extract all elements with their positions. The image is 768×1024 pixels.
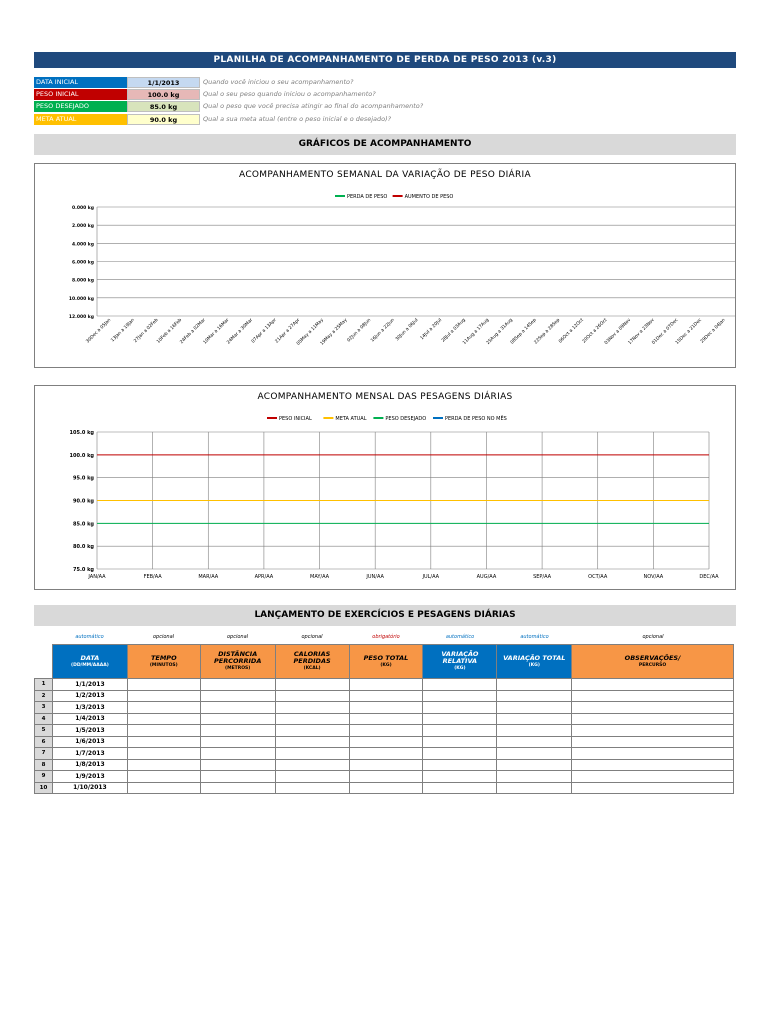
x-tick-label: 14Jul a 20Jul (419, 317, 444, 342)
x-tick-label: 17Nov a 23Nov (627, 317, 656, 346)
y-tick-label: 105.0 kg (69, 430, 94, 436)
table-row (35, 771, 734, 783)
entry-cell[interactable] (275, 759, 349, 771)
x-tick-label: 19May a 25May (319, 317, 349, 347)
x-tick-label: 05May a 11May (296, 317, 325, 347)
row-number: 4 (35, 713, 53, 725)
entry-cell[interactable] (572, 771, 734, 783)
x-tick-label: NOV/AA (643, 574, 664, 580)
x-tick-label: JUL/AA (422, 574, 440, 580)
column-note: automático (75, 634, 104, 640)
x-tick-label: OCT/AA (588, 574, 608, 580)
entry-cell[interactable] (275, 702, 349, 714)
column-header-label: DATA (80, 653, 100, 662)
entry-cell[interactable] (423, 782, 497, 794)
y-tick-label: 2.000 kg (71, 224, 94, 230)
entry-cell[interactable] (423, 748, 497, 760)
y-tick-label: 80.0 kg (73, 544, 94, 551)
y-tick-label: 6.000 kg (71, 260, 94, 266)
param-label: DATA INICIAL (34, 77, 127, 88)
entry-cell[interactable] (127, 725, 200, 737)
row-number: 3 (35, 702, 53, 714)
y-tick-label: 4.000 kg (71, 242, 94, 248)
entry-cell[interactable] (200, 702, 275, 714)
row-number: 10 (35, 782, 53, 794)
y-tick-label: 75.0 kg (73, 567, 94, 573)
x-tick-label: 30Dec a 05Jan (85, 317, 113, 345)
column-note: obrigatório (372, 634, 400, 640)
entry-cell[interactable] (127, 759, 200, 771)
date-cell: 1/4/2013 (52, 713, 127, 725)
entry-cell[interactable] (275, 713, 349, 725)
entry-cell[interactable] (200, 748, 275, 760)
y-tick-label: 12.000 kg (68, 315, 94, 320)
entry-cell[interactable] (423, 736, 497, 748)
x-tick-label: 24Mar a 30Mar (226, 317, 255, 346)
entry-cell[interactable] (572, 702, 734, 714)
entry-cell[interactable] (349, 736, 423, 748)
weekly-chart-title: ACOMPANHAMENTO SEMANAL DA VARIAÇÃO DE PESO DIÁRIA (239, 170, 531, 180)
x-tick-label: 10Mar a 16Mar (202, 317, 231, 346)
column-header (275, 645, 349, 679)
entry-cell[interactable] (127, 679, 200, 691)
column-header-unit: (KCAL) (303, 666, 321, 671)
x-tick-label: MAR/AA (198, 574, 219, 580)
entry-cell[interactable] (497, 702, 572, 714)
entry-cell[interactable] (572, 736, 734, 748)
row-number: 5 (35, 725, 53, 737)
entry-cell[interactable] (572, 748, 734, 760)
date-cell: 1/5/2013 (52, 725, 127, 737)
entry-cell[interactable] (423, 771, 497, 783)
param-value-input[interactable]: 1/1/2013 (127, 77, 200, 88)
x-tick-label: 21Apr a 27Apr (274, 317, 302, 345)
weekly-chart-plot (35, 164, 737, 369)
column-header-unit: (KG) (528, 662, 540, 668)
table-row (35, 725, 734, 737)
param-label: META ATUAL (34, 114, 127, 125)
x-tick-label: 29Dec a 04Jan (699, 317, 727, 345)
entry-cell[interactable] (200, 771, 275, 783)
monthly-chart-title: ACOMPANHAMENTO MENSAL DAS PESAGENS DIÁRIAS (257, 392, 513, 402)
entry-cell[interactable] (423, 759, 497, 771)
param-value-input[interactable]: 100.0 kg (127, 89, 200, 100)
entry-cell[interactable] (497, 713, 572, 725)
weekly-chart (34, 163, 736, 368)
entry-cell[interactable] (275, 736, 349, 748)
entry-cell[interactable] (349, 713, 423, 725)
entry-cell[interactable] (349, 748, 423, 760)
entry-cell[interactable] (200, 725, 275, 737)
entry-cell[interactable] (200, 759, 275, 771)
entry-cell[interactable] (200, 782, 275, 794)
x-tick-label: 08Sep a 14Sep (509, 317, 538, 346)
column-header-unit: PERCURSO (638, 662, 667, 668)
exercises-section-header: LANÇAMENTO DE EXERCÍCIOS E PESAGENS DIÁRIAS (34, 605, 736, 626)
x-tick-label: 01Dec a 07Dec (651, 317, 680, 346)
row-number: 7 (35, 748, 53, 760)
column-header-label: DISTÂNCIA PERCORRIDA (214, 650, 262, 665)
entry-cell[interactable] (349, 679, 423, 691)
column-header-unit: (MINUTOS) (149, 662, 178, 668)
entry-cell[interactable] (127, 702, 200, 714)
x-tick-label: 20Oct a 26Oct (581, 317, 609, 345)
legend-entry: META ATUAL (335, 416, 367, 422)
param-row (34, 114, 391, 125)
entry-cell[interactable] (200, 690, 275, 702)
entry-cell[interactable] (423, 713, 497, 725)
x-tick-label: FEB/AA (143, 574, 162, 580)
x-tick-label: APR/AA (254, 574, 274, 580)
entry-cell[interactable] (349, 702, 423, 714)
legend-entry: PERDA DE PESO (347, 194, 388, 200)
x-tick-label: 24Feb a 02Mar (179, 317, 207, 346)
entry-cell[interactable] (200, 679, 275, 691)
row-number: 9 (35, 771, 53, 783)
param-row (34, 89, 376, 100)
table-row (35, 748, 734, 760)
date-cell: 1/9/2013 (52, 771, 127, 783)
column-note: opcional (301, 634, 323, 640)
x-tick-label: AUG/AA (476, 574, 497, 580)
column-header-label: VARIAÇÃO RELATIVA (441, 650, 479, 665)
entry-cell[interactable] (349, 782, 423, 794)
x-tick-label: 03Nov a 09Nov (604, 317, 633, 346)
x-tick-label: 07Apr a 13Apr (251, 317, 278, 345)
column-header-label: PESO TOTAL (363, 653, 409, 662)
param-question: Qual o seu peso quando iniciou o acompanhamento? (203, 90, 376, 98)
entry-cell[interactable] (127, 782, 200, 794)
entry-cell[interactable] (497, 725, 572, 737)
date-cell: 1/10/2013 (52, 782, 127, 794)
column-header-label: TEMPO (150, 653, 177, 662)
table-row (35, 736, 734, 748)
x-tick-label: JAN/AA (88, 574, 106, 580)
entry-cell[interactable] (200, 736, 275, 748)
y-tick-label: 95.0 kg (73, 475, 94, 482)
param-value-input[interactable]: 85.0 kg (127, 101, 200, 112)
x-tick-label: 02Jun a 08Jun (346, 317, 373, 344)
param-row (34, 101, 423, 112)
entry-cell[interactable] (423, 702, 497, 714)
y-tick-label: 85.0 kg (73, 521, 94, 528)
entry-cell[interactable] (349, 759, 423, 771)
sheet-title: PLANILHA DE ACOMPANHAMENTO DE PERDA DE PESO 2013 (v.3) (34, 52, 736, 68)
y-tick-label: 100.0 kg (69, 452, 94, 459)
column-header-label: VARIAÇÃO TOTAL (503, 653, 566, 662)
date-cell: 1/1/2013 (52, 679, 127, 691)
column-header-unit: (METROS) (225, 666, 251, 671)
column-note: automático (520, 634, 549, 640)
table-row (35, 702, 734, 714)
entry-cell[interactable] (497, 736, 572, 748)
entry-cell[interactable] (572, 679, 734, 691)
entry-cell[interactable] (572, 690, 734, 702)
entry-cell[interactable] (497, 748, 572, 760)
exercise-table (34, 644, 734, 794)
row-number: 6 (35, 736, 53, 748)
legend-entry: AUMENTO DE PESO (404, 194, 454, 200)
column-header (200, 645, 275, 679)
x-tick-label: 11Aug a 17Aug (462, 317, 491, 346)
column-header-label: CALORIAS PERDIDAS (293, 650, 331, 665)
row-number: 2 (35, 690, 53, 702)
column-header (572, 645, 734, 679)
legend-entry: PESO DESEJADO (385, 416, 427, 422)
x-tick-label: 15Dec a 21Dec (675, 317, 703, 346)
x-tick-label: 06Oct a 12Oct (558, 317, 585, 345)
y-tick-label: 10.000 kg (68, 296, 94, 302)
row-number: 8 (35, 759, 53, 771)
column-header (127, 645, 200, 679)
column-header-unit: (DD/MM/AAAA) (71, 662, 109, 668)
entry-cell[interactable] (423, 690, 497, 702)
entry-cell[interactable] (497, 679, 572, 691)
monthly-chart (34, 385, 736, 590)
date-cell: 1/2/2013 (52, 690, 127, 702)
param-question: Quando você iniciou o seu acompanhamento? (203, 78, 354, 86)
param-row (34, 77, 353, 88)
column-note: automático (445, 634, 475, 640)
table-row (35, 713, 734, 725)
x-tick-label: JUN/AA (366, 574, 384, 580)
table-row (35, 759, 734, 771)
column-header (349, 645, 423, 679)
column-header (497, 645, 572, 679)
entry-cell[interactable] (200, 713, 275, 725)
header-corner (35, 645, 53, 679)
entry-cell[interactable] (275, 782, 349, 794)
x-tick-label: DEC/AA (699, 574, 719, 580)
table-row (35, 679, 734, 691)
row-number: 1 (35, 679, 53, 691)
entry-cell[interactable] (349, 725, 423, 737)
x-tick-label: MAY/AA (310, 574, 330, 580)
param-label: PESO DESEJADO (34, 101, 127, 112)
x-tick-label: 30Jun a 06Jul (394, 317, 420, 343)
entry-cell[interactable] (349, 771, 423, 783)
param-label: PESO INICIAL (34, 89, 127, 100)
entry-cell[interactable] (497, 759, 572, 771)
param-question: Qual o peso que você precisa atingir ao final do acompanhamento? (203, 102, 424, 110)
x-tick-label: 16Jun a 22Jun (370, 317, 396, 344)
y-tick-label: 90.0 kg (73, 498, 94, 505)
entry-cell[interactable] (127, 748, 200, 760)
entry-cell[interactable] (572, 782, 734, 794)
entry-cell[interactable] (127, 736, 200, 748)
entry-cell[interactable] (275, 679, 349, 691)
entry-cell[interactable] (423, 679, 497, 691)
column-header-label: OBSERVAÇÕES/ (624, 653, 681, 662)
param-question: Qual a sua meta atual (entre o peso inicial e o desejado)? (203, 115, 392, 123)
date-cell: 1/6/2013 (52, 736, 127, 748)
column-note: opcional (642, 634, 664, 640)
entry-cell[interactable] (275, 748, 349, 760)
param-value-input[interactable]: 90.0 kg (127, 114, 200, 125)
entry-cell[interactable] (572, 725, 734, 737)
date-cell: 1/7/2013 (52, 748, 127, 760)
entry-cell[interactable] (572, 759, 734, 771)
monthly-chart-plot (35, 386, 737, 591)
column-header (52, 645, 127, 679)
entry-cell[interactable] (497, 771, 572, 783)
entry-cell[interactable] (349, 690, 423, 702)
x-tick-label: 27Jan a 02Feb (133, 317, 160, 345)
x-tick-label: 22Sep a 28Sep (533, 317, 562, 346)
x-tick-label: SEP/AA (533, 574, 552, 580)
x-tick-label: 10Feb a 16Feb (156, 317, 184, 345)
x-tick-label: 13Jan a 19Jan (110, 317, 136, 344)
x-tick-label: 28Jul a 03Aug (441, 317, 467, 344)
charts-section-header: GRÁFICOS DE ACOMPANHAMENTO (34, 134, 736, 155)
entry-cell[interactable] (275, 725, 349, 737)
date-cell: 1/8/2013 (52, 759, 127, 771)
entry-cell[interactable] (497, 782, 572, 794)
table-row (35, 782, 734, 794)
entry-cell[interactable] (127, 690, 200, 702)
date-cell: 1/3/2013 (52, 702, 127, 714)
x-tick-label: 25Aug a 31Aug (485, 317, 514, 346)
legend-entry: PERDA DE PESO NO MÊS (445, 416, 507, 422)
entry-cell[interactable] (127, 713, 200, 725)
entry-cell[interactable] (275, 771, 349, 783)
y-tick-label: 0.000 kg (71, 206, 94, 211)
entry-cell[interactable] (572, 713, 734, 725)
column-header-unit: (KG) (454, 666, 466, 671)
column-note: opcional (226, 634, 249, 640)
table-row (35, 690, 734, 702)
column-header (423, 645, 497, 679)
column-header-unit: (KG) (380, 662, 392, 668)
column-note: opcional (152, 634, 175, 640)
entry-cell[interactable] (497, 690, 572, 702)
legend-entry: PESO INICIAL (279, 416, 312, 422)
entry-cell[interactable] (127, 771, 200, 783)
y-tick-label: 8.000 kg (71, 278, 94, 284)
entry-cell[interactable] (423, 725, 497, 737)
entry-cell[interactable] (275, 690, 349, 702)
